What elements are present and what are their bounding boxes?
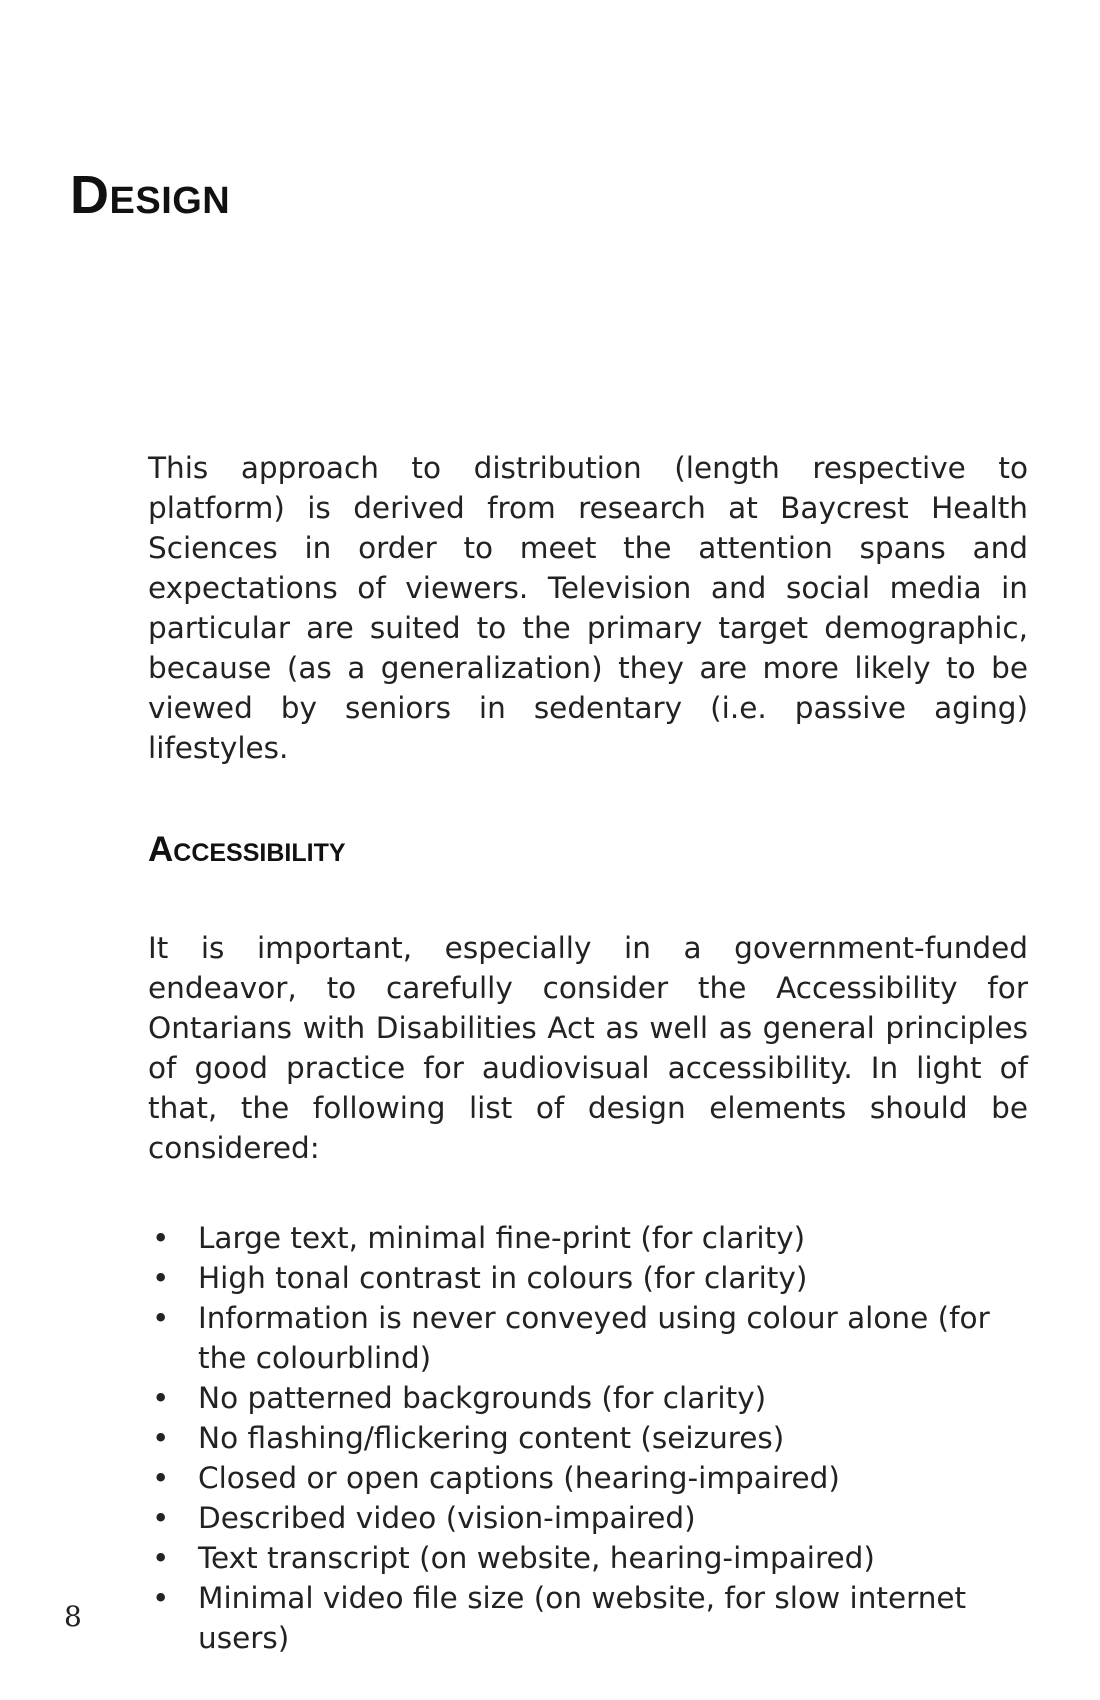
list-item-text: Closed or open captions (hearing-impaired) bbox=[198, 1461, 840, 1495]
list-item bbox=[148, 1578, 1028, 1658]
bullet-icon: • bbox=[152, 1541, 170, 1575]
list-item bbox=[148, 1418, 1028, 1458]
list-item-text: High tonal contrast in colours (for clarity) bbox=[198, 1261, 808, 1295]
list-item-text: Minimal video file size (on website, for slow internet users) bbox=[198, 1581, 967, 1655]
list-item bbox=[148, 1258, 1028, 1298]
intro-paragraph: This approach to distribution (length respective to platform) is derived from research at Baycrest Health Sciences in order to meet the attention spans and expectations of viewers. Television and social media in particular are suited to the primary target demographic, because (as a generalization) they are more likely to be viewed by seniors in sedentary (i.e. passive aging) lifestyles. bbox=[148, 451, 1028, 765]
list-item bbox=[148, 1298, 1028, 1378]
list-item bbox=[148, 1218, 1028, 1258]
accessibility-paragraph: It is important, especially in a government-funded endeavor, to carefully consider the Accessibility for Ontarians with Disabilities Act as well as general principles of good practice for audiovisual accessibility. In light of that, the following list of design elements should be considered: bbox=[148, 931, 1028, 1165]
list-item bbox=[148, 1378, 1028, 1418]
chapter-title: Design bbox=[70, 165, 231, 225]
list-item-text: Information is never conveyed using colour alone (for the colourblind) bbox=[198, 1301, 990, 1375]
design-elements-list bbox=[148, 1218, 1028, 1658]
bullet-icon: • bbox=[152, 1381, 170, 1415]
list-item-text: Described video (vision-impaired) bbox=[198, 1501, 696, 1535]
list-item bbox=[148, 1538, 1028, 1578]
bullet-icon: • bbox=[152, 1301, 170, 1335]
bullet-icon: • bbox=[152, 1261, 170, 1295]
page-number: 8 bbox=[64, 1600, 82, 1633]
bullet-icon: • bbox=[152, 1461, 170, 1495]
list-item-text: No flashing/flickering content (seizures) bbox=[198, 1421, 785, 1455]
body-content bbox=[148, 448, 1028, 1658]
bullet-icon: • bbox=[152, 1221, 170, 1255]
list-item bbox=[148, 1458, 1028, 1498]
bullet-icon: • bbox=[152, 1581, 170, 1615]
bullet-icon: • bbox=[152, 1421, 170, 1455]
list-item-text: Large text, minimal fine-print (for clarity) bbox=[198, 1221, 806, 1255]
list-item-text: No patterned backgrounds (for clarity) bbox=[198, 1381, 767, 1415]
section-heading-accessibility: Accessibility bbox=[148, 830, 346, 869]
bullet-icon: • bbox=[152, 1501, 170, 1535]
list-item-text: Text transcript (on website, hearing-impaired) bbox=[198, 1541, 875, 1575]
list-item bbox=[148, 1498, 1028, 1538]
